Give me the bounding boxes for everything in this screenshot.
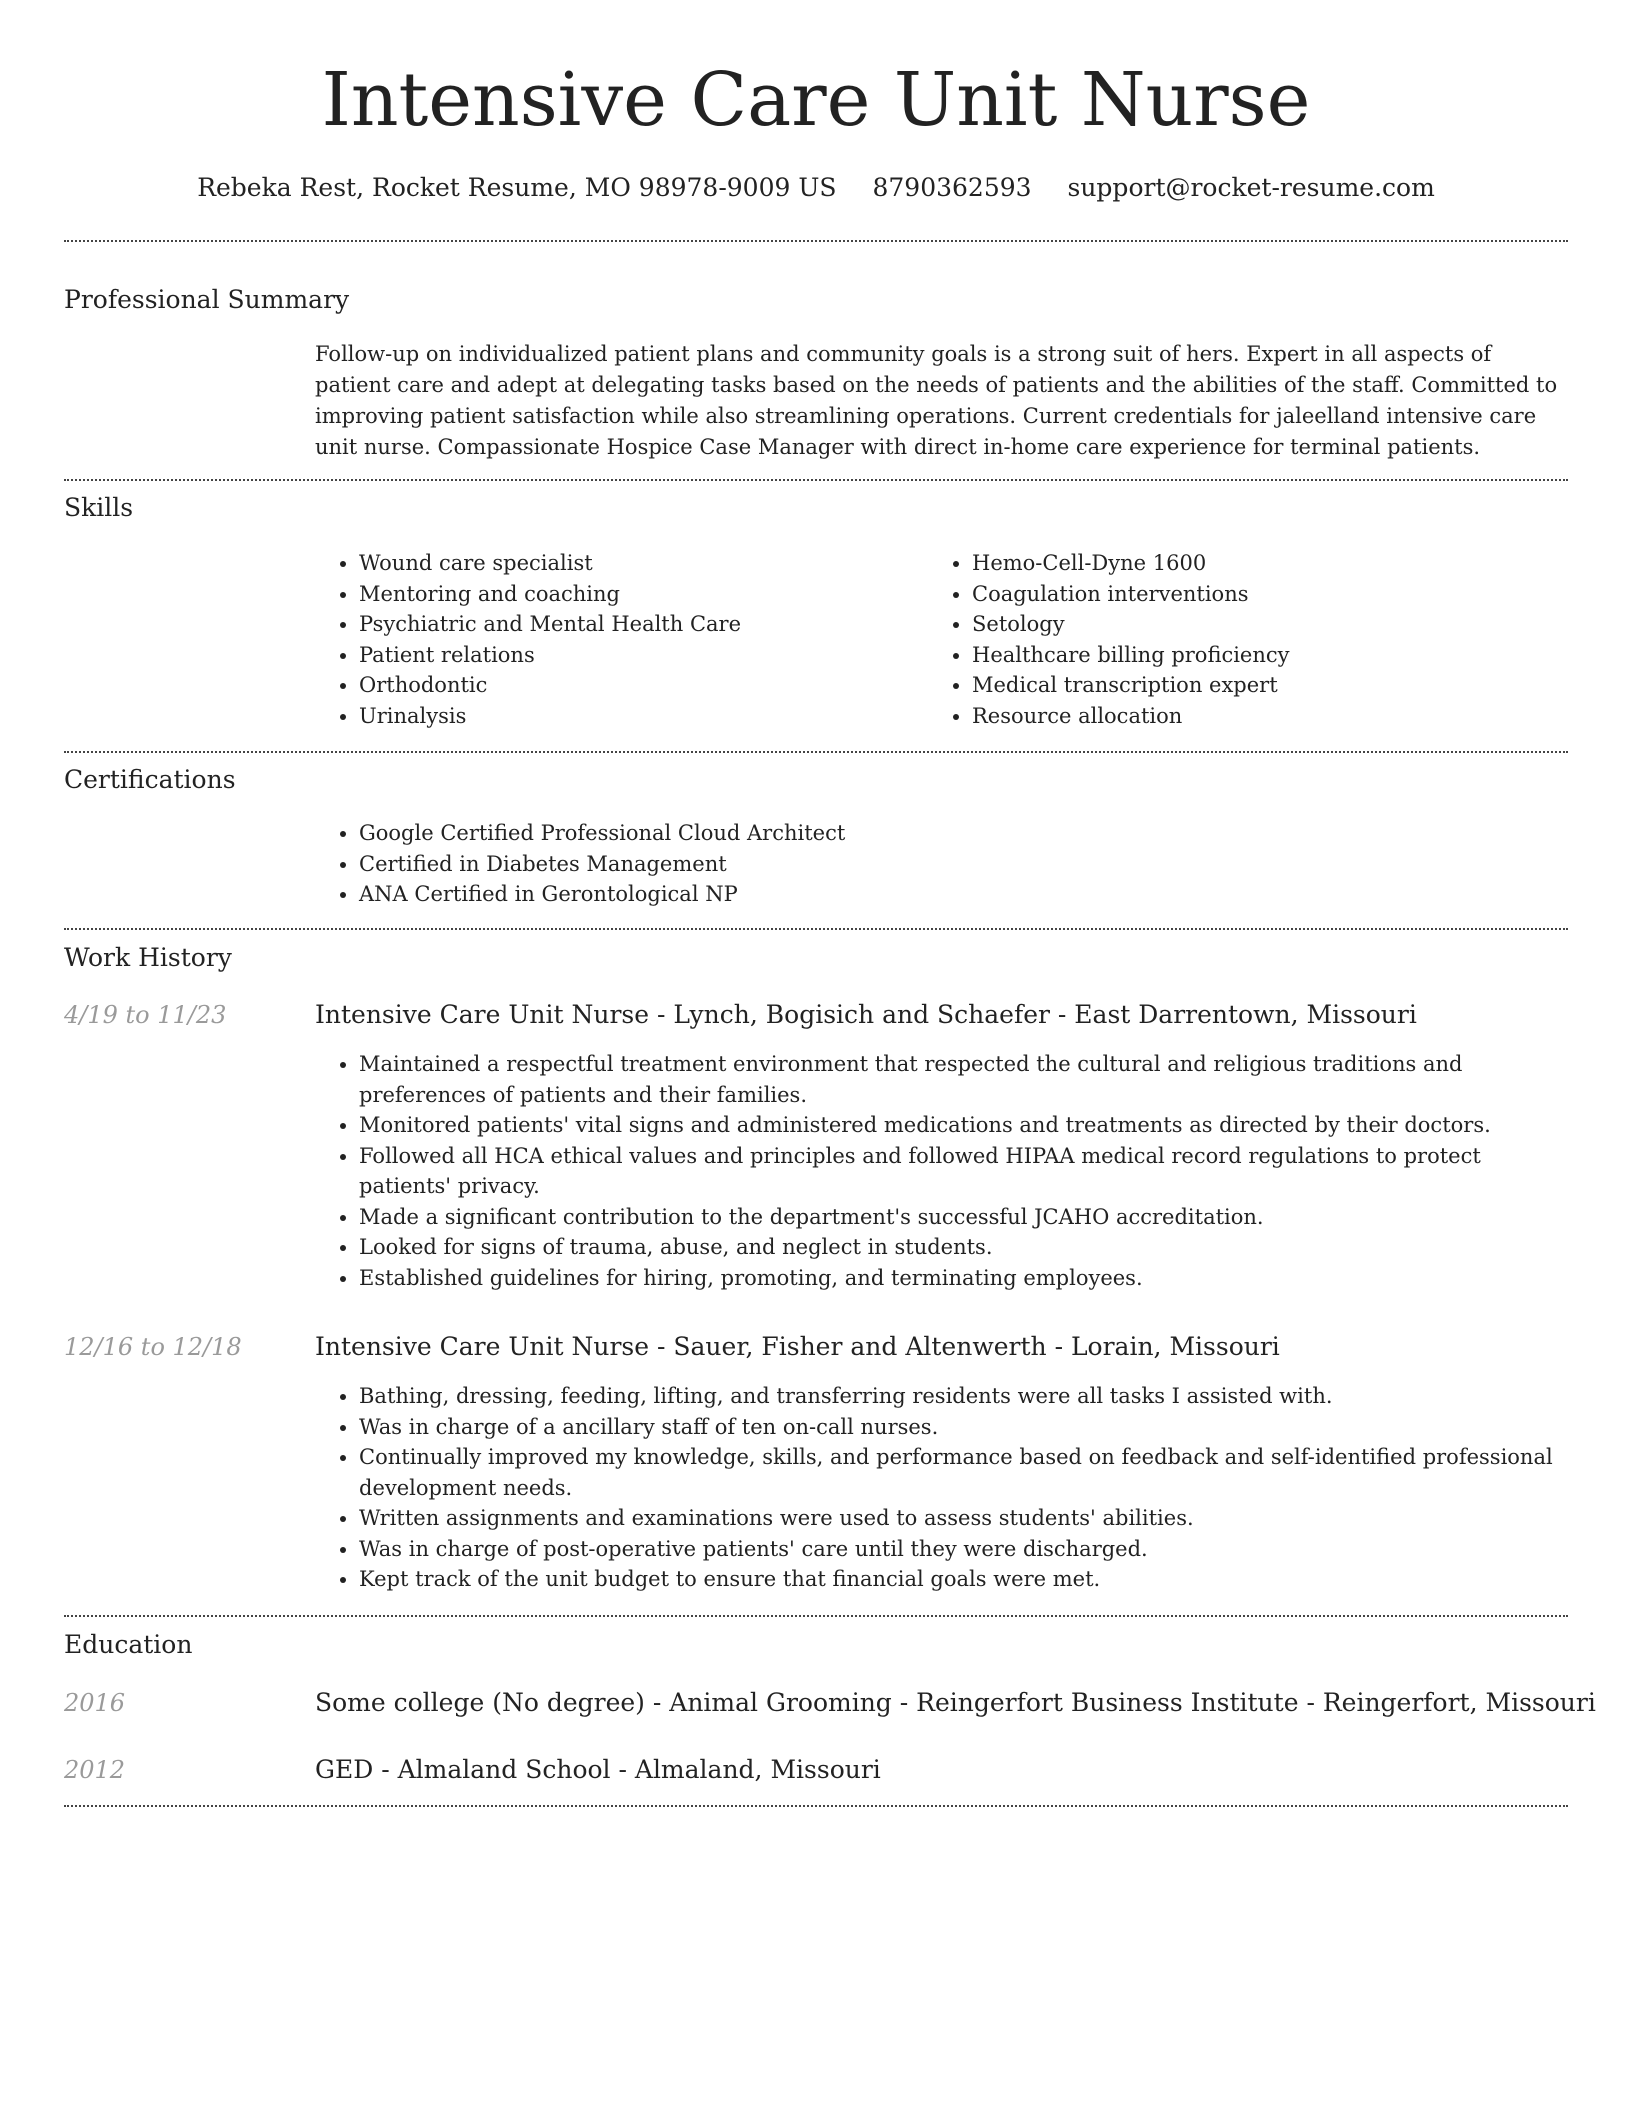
job-bullet: • Bathing, dressing, feeding, lifting, and transferring residents were all tasks I assisted with. <box>359 1381 1568 1412</box>
skills-heading: Skills <box>64 493 134 522</box>
job-bullet: • Written assignments and examinations were used to assess students' abilities. <box>359 1503 1568 1534</box>
contact-address: Rebeka Rest, Rocket Resume, MO 98978-9009 US <box>197 173 837 202</box>
certification-item: • Google Certified Professional Cloud Architect <box>359 818 1215 849</box>
job-bullet: • Was in charge of post-operative patients' care until they were discharged. <box>359 1534 1568 1565</box>
job-bullet: • Monitored patients' vital signs and administered medications and treatments as directed by their doctors. <box>359 1110 1568 1141</box>
job-dates: 4/19 to 11/23 <box>64 1001 227 1029</box>
job-bullet: • Maintained a respectful treatment environment that respected the cultural and religious traditions and preferences of patients and their families. <box>359 1049 1568 1110</box>
job-bullets <box>315 1381 1568 1595</box>
certifications-list <box>315 818 1215 910</box>
job-bullet: • Followed all HCA ethical values and principles and followed HIPAA medical record regulations to protect patients' privacy. <box>359 1141 1568 1202</box>
work-heading: Work History <box>64 943 232 972</box>
section-divider <box>64 928 1568 930</box>
contact-line <box>64 168 1568 208</box>
skill-item: • Resource allocation <box>972 701 1528 732</box>
certification-item: • Certified in Diabetes Management <box>359 849 1215 880</box>
skill-item: • Hemo-Cell-Dyne 1600 <box>972 548 1528 579</box>
section-divider <box>64 479 1568 481</box>
skill-item: • Psychiatric and Mental Health Care <box>359 609 915 640</box>
skills-column-right <box>928 548 1528 731</box>
job-bullet: • Made a significant contribution to the department's successful JCAHO accreditation. <box>359 1202 1568 1233</box>
education-entry: GED - Almaland School - Almaland, Missouri <box>315 1755 881 1784</box>
education-year: 2012 <box>64 1756 126 1784</box>
skill-item: • Urinalysis <box>359 701 915 732</box>
skills-column-left <box>315 548 915 731</box>
job-dates: 12/16 to 12/18 <box>64 1333 242 1361</box>
certifications-heading: Certifications <box>64 765 236 794</box>
summary-text: Follow-up on individualized patient plans and community goals is a strong suit of hers. Expert in all aspects of patient care and adept at delegating tasks based on the needs of patients and the abilities of the staff. Committed to improving patient satisfaction while also streamlining operations. Current credentials for jaleelland intensive care unit nurse. Compassionate Hospice Case Manager with direct in-home care experience for terminal patients. <box>315 342 1558 459</box>
education-entry: Some college (No degree) - Animal Grooming - Reingerfort Business Institute - Reingerfort, Missouri <box>315 1688 1596 1717</box>
job-bullet: • Continually improved my knowledge, skills, and performance based on feedback and self-identified professional development needs. <box>359 1442 1568 1503</box>
section-divider <box>64 1805 1568 1807</box>
job-bullets <box>315 1049 1568 1293</box>
skill-item: • Setology <box>972 609 1528 640</box>
skill-item: • Healthcare billing proficiency <box>972 640 1528 671</box>
certification-item: • ANA Certified in Gerontological NP <box>359 879 1215 910</box>
section-divider <box>64 751 1568 753</box>
job-title: Intensive Care Unit Nurse - Lynch, Bogisich and Schaefer - East Darrentown, Missouri <box>315 1000 1417 1029</box>
job-bullet: • Was in charge of a ancillary staff of ten on-call nurses. <box>359 1412 1568 1443</box>
skill-item: • Medical transcription expert <box>972 670 1528 701</box>
education-year: 2016 <box>64 1689 126 1717</box>
contact-phone: 8790362593 <box>872 173 1032 202</box>
section-divider <box>64 240 1568 242</box>
job-title: Intensive Care Unit Nurse - Sauer, Fisher and Altenwerth - Lorain, Missouri <box>315 1332 1280 1361</box>
job-bullet: • Established guidelines for hiring, promoting, and terminating employees. <box>359 1263 1568 1294</box>
skill-item: • Patient relations <box>359 640 915 671</box>
section-divider <box>64 1615 1568 1617</box>
job-bullet: • Looked for signs of trauma, abuse, and neglect in students. <box>359 1232 1568 1263</box>
education-heading: Education <box>64 1630 193 1659</box>
job-bullet: • Kept track of the unit budget to ensure that financial goals were met. <box>359 1564 1568 1595</box>
skill-item: • Mentoring and coaching <box>359 579 915 610</box>
resume-title: Intensive Care Unit Nurse <box>321 57 1311 143</box>
summary-heading: Professional Summary <box>64 285 350 314</box>
skill-item: • Wound care specialist <box>359 548 915 579</box>
contact-email: support@rocket-resume.com <box>1067 173 1435 202</box>
skill-item: • Coagulation interventions <box>972 579 1528 610</box>
skill-item: • Orthodontic <box>359 670 915 701</box>
